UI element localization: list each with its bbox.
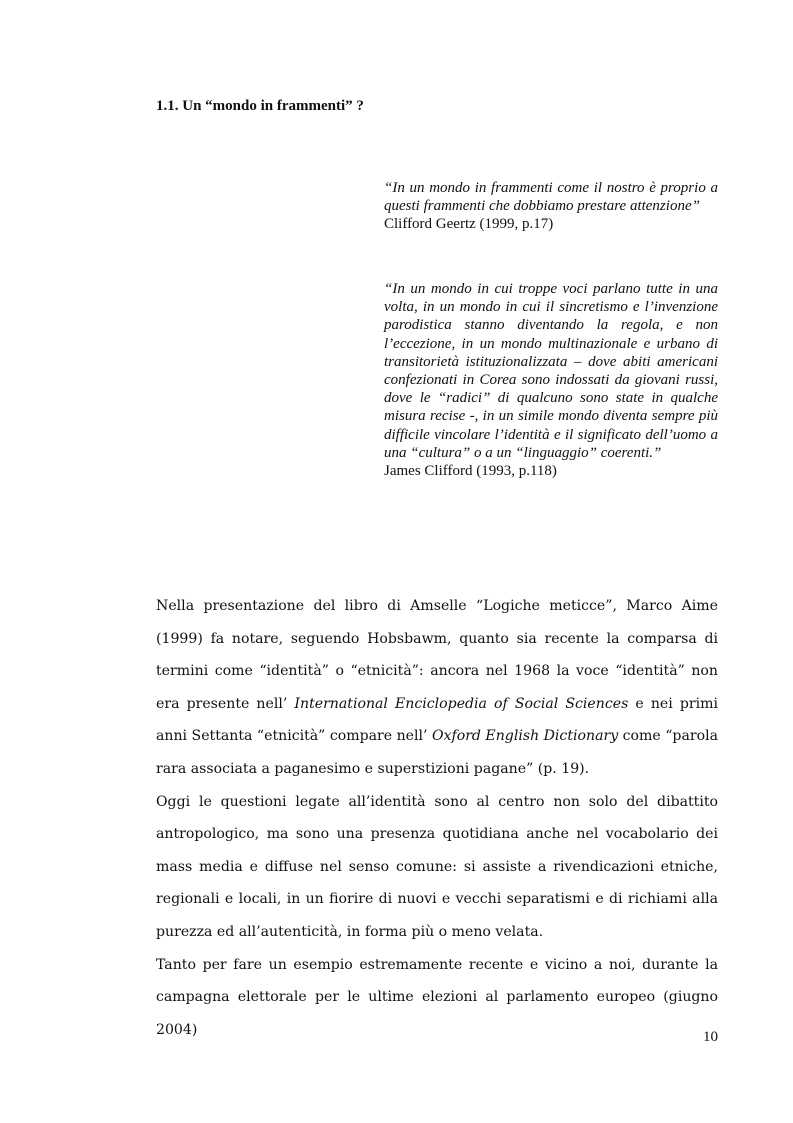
paragraph-text: come “parola rara associata a paganesimo e superstizioni pagane” (p. 19). <box>156 728 718 777</box>
book-title: International Enciclopedia of Social Sciences <box>294 695 629 712</box>
epigraph-geertz <box>384 179 718 234</box>
paragraph: Oggi le questioni legate all’identità sono al centro non solo del dibattito antropologico, ma sono una presenza quotidiana anche nel vocabolario dei mass media e diffuse nel senso comune: si assiste a rivendicazioni etniche, regionali e locali, in un fiorire di nuovi e vecchi separatismi e di richiami alla purezza ed all’autenticità, in forma più o meno velata. <box>156 793 718 940</box>
epigraph-quote: “In un mondo in frammenti come il nostro è proprio a questi frammenti che dobbiamo prestare attenzione” <box>384 180 718 215</box>
epigraph-clifford <box>384 280 718 480</box>
paragraph-text: e nei primi anni Settanta “etnicità” compare nell’ <box>156 695 718 745</box>
epigraph-quote: “In un mondo in cui troppe voci parlano tutte in una volta, in un mondo in cui il sincretismo e l’invenzione parodistica stanno diventando la regola, e non l’eccezione, in un mondo multinazionale e urbano di transitorietà istituzionalizzata – dove abiti americani confezionati in Corea sono indossati da giovani russi, dove le “radici” di qualcuno sono state in qualche misura recise -, in un simile mondo diventa sempre più difficile vincolare l’identità e il significato dell’uomo a una “cultura” o a un “linguaggio” coerenti.” <box>384 281 718 461</box>
paragraph: Tanto per fare un esempio estremamente recente e vicino a noi, durante la campagna elettorale per le ultime elezioni al parlamento europeo (giugno 2004) <box>156 956 718 1038</box>
section-heading: 1.1. Un “mondo in frammenti” ? <box>156 98 364 114</box>
page-number: 10 <box>703 1029 718 1045</box>
book-title: Oxford English Dictionary <box>431 728 619 745</box>
epigraph-citation: Clifford Geertz (1999, p.17) <box>384 216 554 233</box>
paragraph <box>156 590 718 786</box>
paragraph-text: Nella presentazione del libro di Amselle “Logiche meticce”, Marco Aime (1999) fa notare, seguendo Hobsbawm, quanto sia recente la comparsa di termini come “identità” o “etnicità”: ancora nel 1968 la voce “identità” non era presente nell’ <box>156 598 718 712</box>
body-text <box>156 590 718 1046</box>
epigraph-citation: James Clifford (1993, p.118) <box>384 463 557 480</box>
